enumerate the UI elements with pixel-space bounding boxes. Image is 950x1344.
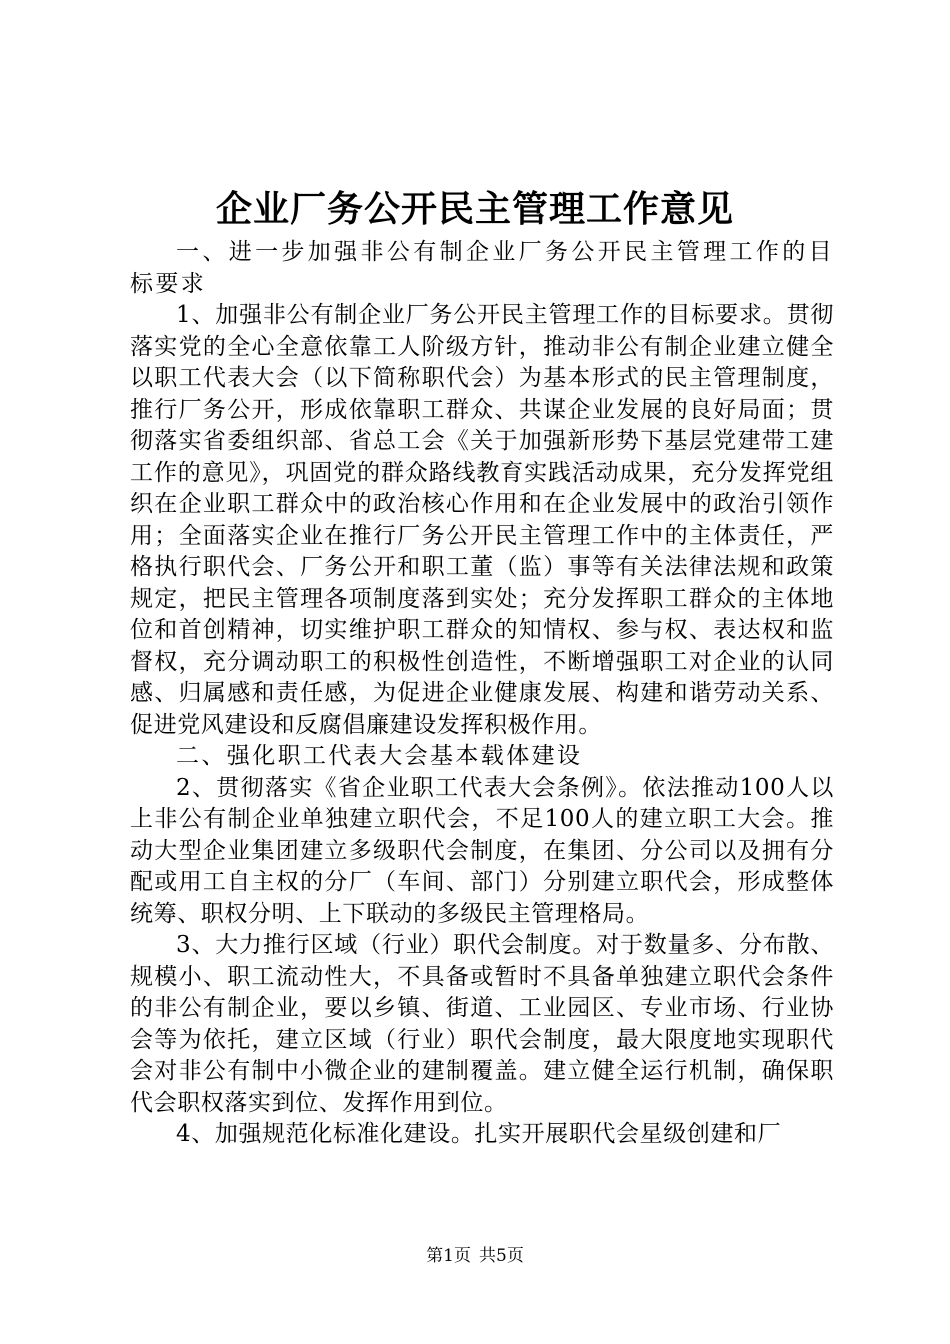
document-body bbox=[130, 237, 834, 1151]
document-title: 企业厂务公开民主管理工作意见 bbox=[215, 188, 734, 230]
paragraph-4: 4、加强规范化标准化建设。扎实开展职代会星级创建和厂 bbox=[176, 1121, 782, 1147]
section-heading-2: 二、强化职工代表大会基本载体建设 bbox=[176, 743, 583, 769]
paragraph-3: 3、大力推行区域（行业）职代会制度。对于数量多、分布散、规模小、职工流动性大，不具备或暂时不具备单独建立职代会条件的非公有制企业，要以乡镇、街道、工业园区、专业市场、行业协会等为依托，建立区域（行业）职代会制度，最大限度地实现职代会对非公有制中小微企业的建制覆盖。建立健全运行机制，确保职代会职权落实到位、发挥作用到位。 bbox=[130, 932, 834, 1116]
paragraph-2: 2、贯彻落实《省企业职工代表大会条例》。依法推动100人以上非公有制企业单独建立职代会，不足100人的建立职工大会。推动大型企业集团建立多级职代会制度，在集团、分公司以及拥有分配或用工自主权的分厂（车间、部门）分别建立职代会，形成整体统筹、职权分明、上下联动的多级民主管理格局。 bbox=[130, 774, 834, 927]
page-footer bbox=[0, 1244, 950, 1268]
page-number: 第1页 bbox=[426, 1246, 471, 1266]
paragraph-1: 1、加强非公有制企业厂务公开民主管理工作的目标要求。贯彻落实党的全心全意依靠工人阶级方针，推动非公有制企业建立健全以职工代表大会（以下简称职代会）为基本形式的民主管理制度，推行厂务公开，形成依靠职工群众、共谋企业发展的良好局面；贯彻落实省委组织部、省总工会《关于加强新形势下基层党建带工建工作的意见》，巩固党的群众路线教育实践活动成果，充分发挥党组织在企业职工群众中的政治核心作用和在企业发展中的政治引领作用；全面落实企业在推行厂务公开民主管理工作中的主体责任，严格执行职代会、厂务公开和职工董（监）事等有关法律法规和政策规定，把民主管理各项制度落到实处；充分发挥职工群众的主体地位和首创精神，切实维护职工群众的知情权、参与权、表达权和监督权，充分调动职工的积极性创造性，不断增强职工对企业的认同感、归属感和责任感，为促进企业健康发展、构建和谐劳动关系、促进党风建设和反腐倡廉建设发挥积极作用。 bbox=[130, 302, 834, 738]
section-heading-1: 一、进一步加强非公有制企业厂务公开民主管理工作的目标要求 bbox=[130, 239, 834, 297]
page-total: 共5页 bbox=[479, 1246, 524, 1266]
